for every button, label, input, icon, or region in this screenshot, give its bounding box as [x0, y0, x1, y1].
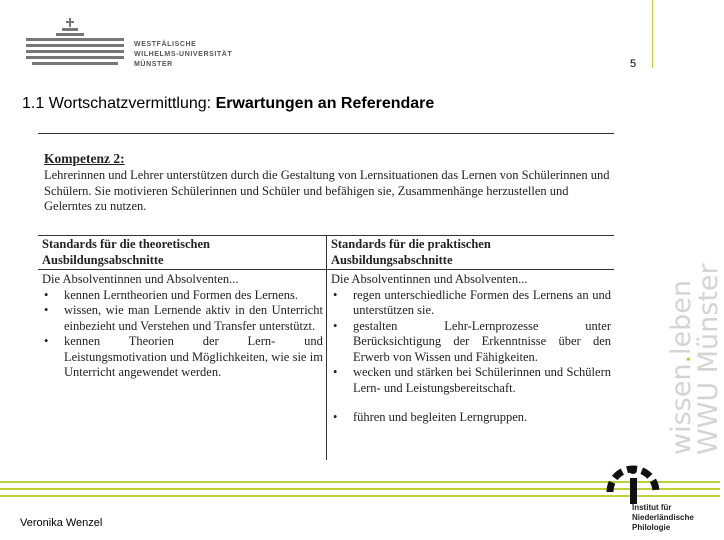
list-item: • wecken und stärken bei Schülerinnen und Schülern Lern- und Leistungsbereitschaft.: [331, 365, 611, 396]
kompetenz-intro: Lehrerinnen und Lehrer unterstützen durch die Gestaltung von Lernsituationen das Lernen von Schülerinnen und Schülern. Sie motivieren Schülerinnen und Schüler und befähigen sie, Zusammenhänge herzustellen und Gelerntes zu nutzen.: [44, 168, 610, 213]
title-bold: Erwartungen an Referendare: [215, 95, 435, 112]
header-divider: [652, 0, 653, 68]
watermark-line2: WWU Münster: [693, 263, 724, 455]
institute-line: Niederländische: [632, 513, 694, 522]
institute-line: Institut für: [632, 503, 672, 512]
university-line: MÜNSTER: [134, 61, 173, 68]
wwu-watermark: [668, 263, 722, 455]
watermark-word1: wissen: [666, 363, 697, 455]
list-item: • gestalten Lehr-Lernprozesse unter Berücksichtigung der Erkenntnisse über den Erwerb von Wissen und Fähigkeiten.: [331, 319, 611, 366]
university-line: WESTFÄLISCHE: [134, 41, 197, 48]
slide-title: [22, 95, 434, 113]
kompetenz-heading: Kompetenz 2:: [44, 151, 125, 166]
title-prefix: 1.1 Wortschatzvermittlung:: [22, 95, 216, 112]
watermark-dot: .: [666, 354, 697, 364]
col1-lead: Die Absolventinnen und Absolventen...: [42, 272, 239, 286]
institute-line: Philologie: [632, 523, 671, 532]
watermark-line1: [668, 263, 695, 455]
col1-list: [42, 288, 323, 381]
list-item: • wissen, wie man Lernende aktiv in den Unterricht einbezieht und Verstehen und Transfer unterstützt.: [42, 303, 323, 334]
col2-lead: Die Absolventinnen und Absolventen...: [330, 272, 528, 286]
university-crest-icon: [22, 18, 127, 72]
watermark-word2: leben: [666, 279, 697, 355]
col1-header: Standards für die theoretischen Ausbildungsabschnitte: [38, 236, 326, 270]
standards-table: [38, 235, 614, 460]
list-item: • führen und begleiten Lerngruppen.: [331, 410, 611, 426]
list-item: • kennen Lerntheorien und Formen des Lernens.: [42, 288, 323, 304]
institute-name: [632, 503, 694, 533]
university-name: [134, 40, 232, 70]
col2-content: [326, 270, 614, 461]
page-number: 5: [630, 58, 637, 70]
document-excerpt: [38, 130, 614, 460]
university-logo: [22, 18, 242, 72]
list-item: • kennen Theorien der Lern- und Leistungsmotivation und Möglichkeiten, wie sie im Unterricht angewendet werden.: [42, 334, 323, 381]
list-item: • regen unterschiedliche Formen des Lernens an und unterstützen sie.: [331, 288, 611, 319]
university-line: WILHELMS-UNIVERSITÄT: [134, 51, 233, 58]
col1-content: [38, 270, 326, 461]
author-name: Veronika Wenzel: [20, 517, 103, 529]
col2-header: Standards für die praktischen Ausbildungsabschnitte: [326, 236, 614, 270]
col2-list: [331, 288, 611, 426]
institute-logo-icon: [598, 464, 668, 504]
document-top-rule: [38, 133, 614, 134]
